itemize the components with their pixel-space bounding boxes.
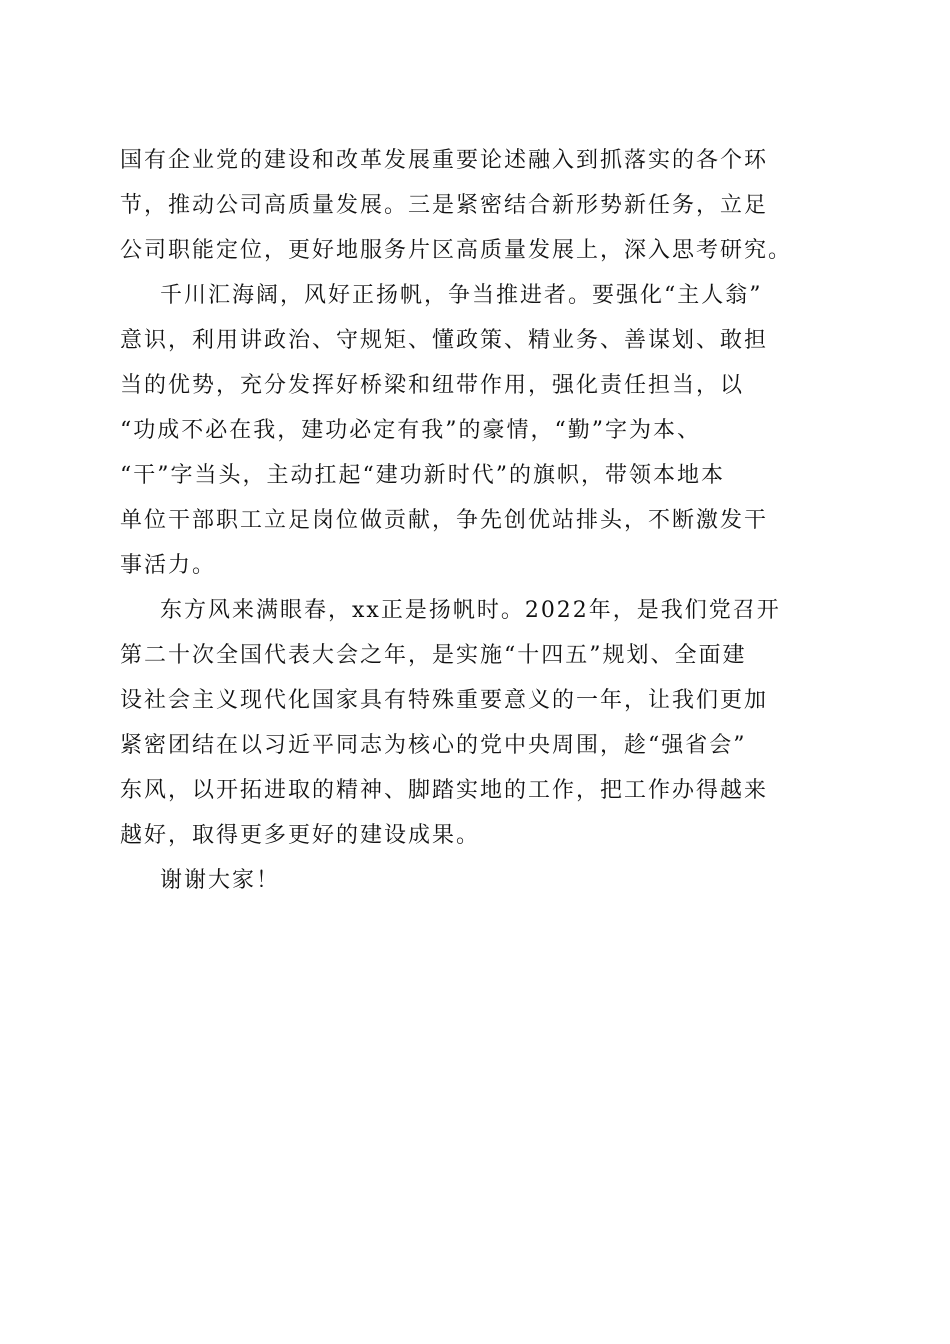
- paragraph-line: 意识，利用讲政治、守规矩、懂政策、精业务、善谋划、敢担: [120, 328, 769, 353]
- paragraph-line: 事活力。: [120, 553, 217, 578]
- paragraph-line: 设社会主义现代化国家具有特殊重要意义的一年，让我们更加: [120, 688, 769, 713]
- paragraph-line: 越好，取得更多更好的建设成果。: [120, 823, 481, 848]
- closing-paragraph: [120, 858, 826, 903]
- paragraph-line: 单位干部职工立足岗位做贡献，争先创优站排头，不断激发干: [120, 508, 769, 533]
- document-body: [120, 138, 826, 903]
- paragraph-line: “干”字当头，主动扛起“建功新时代”的旗帜，带领本地本: [120, 463, 725, 488]
- paragraph-line: 国有企业党的建设和改革发展重要论述融入到抓落实的各个环: [120, 148, 769, 173]
- paragraph-line: 节，推动公司高质量发展。三是紧密结合新形势新任务，立足: [120, 193, 769, 218]
- paragraph-3: [120, 588, 826, 858]
- paragraph-line: 第二十次全国代表大会之年，是实施“十四五”规划、全面建: [120, 643, 747, 668]
- paragraph-line: 千川汇海阔，风好正扬帆，争当推进者。要强化“主人翁”: [160, 283, 763, 308]
- paragraph-line: 紧密团结在以习近平同志为核心的党中央周围，趁“强省会”: [120, 733, 747, 758]
- closing-text: 谢谢大家！: [160, 868, 281, 893]
- paragraph-line: 公司职能定位，更好地服务片区高质量发展上，深入思考研究。: [120, 238, 793, 263]
- paragraph-2: [120, 273, 826, 588]
- paragraph-1: [120, 138, 826, 273]
- paragraph-line: 当的优势，充分发挥好桥梁和纽带作用，强化责任担当，以: [120, 373, 745, 398]
- paragraph-line: 东风，以开拓进取的精神、脚踏实地的工作，把工作办得越来: [120, 778, 769, 803]
- paragraph-line: “功成不必在我，建功必定有我”的豪情，“勤”字为本、: [120, 418, 701, 443]
- paragraph-line: 东方风来满眼春，xx正是扬帆时。2022年，是我们党召开: [160, 598, 781, 623]
